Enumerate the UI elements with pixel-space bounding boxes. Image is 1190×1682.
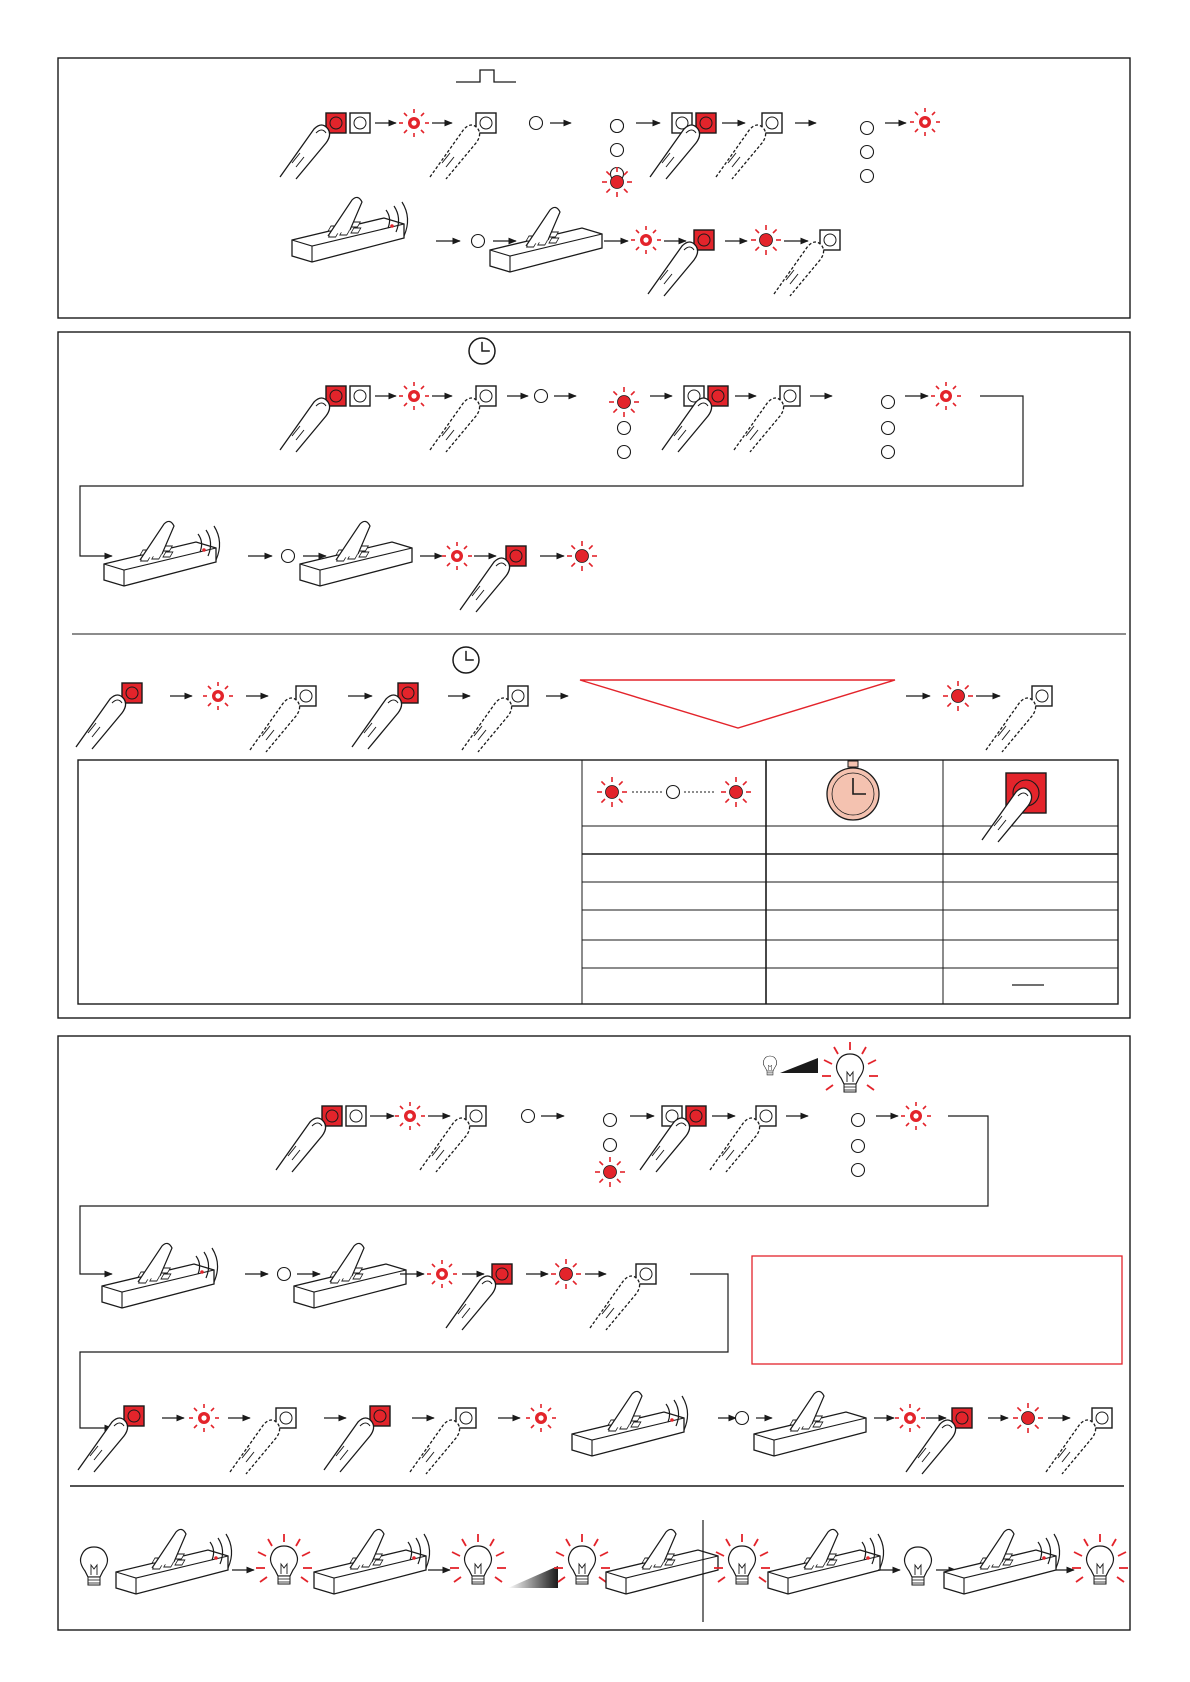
led-blinking-icon	[399, 109, 429, 137]
finger-press-icon	[276, 1118, 326, 1172]
finger-press-icon	[446, 1276, 496, 1330]
led-off-icon	[282, 550, 295, 563]
led-blinking-icon	[395, 1102, 425, 1130]
finger-press-icon	[78, 1418, 128, 1472]
ramp-icon	[780, 1058, 818, 1073]
led-off-icon	[278, 1268, 291, 1281]
led-blinking-icon	[526, 1404, 556, 1432]
led-off-icon	[604, 1114, 617, 1127]
remote-control-icon	[294, 1243, 406, 1308]
finger-release-icon	[1046, 1420, 1096, 1474]
stopwatch-crown	[848, 761, 858, 767]
led-off-icon	[472, 235, 485, 248]
led-lit-icon	[595, 1157, 625, 1187]
finger-release-icon	[734, 398, 784, 452]
led-lit-icon	[751, 225, 781, 255]
led-lit-icon	[609, 387, 639, 417]
finger-release-icon	[716, 125, 766, 179]
settings-table	[78, 760, 1118, 1004]
finger-release-icon	[250, 698, 300, 752]
finger-press-icon	[460, 558, 510, 612]
finger-release-icon	[986, 698, 1036, 752]
panel-top	[58, 58, 1130, 318]
finger-release-icon	[430, 125, 480, 179]
white-button-icon	[350, 113, 370, 133]
finger-press-icon	[324, 1418, 374, 1472]
bright-bulb-icon	[822, 1042, 878, 1092]
led-blinking-icon	[910, 108, 940, 136]
led-off-icon	[535, 390, 548, 403]
panel-bottom	[58, 1036, 1130, 1630]
led-lit-icon	[1013, 1403, 1043, 1433]
small-bulb-icon	[763, 1056, 777, 1075]
finger-press-icon	[76, 695, 126, 749]
panel-middle	[58, 332, 1130, 1018]
finger-release-icon	[462, 698, 512, 752]
led-off-icon	[861, 146, 874, 159]
remote-control-icon	[116, 1529, 232, 1594]
finger-release-icon	[410, 1420, 460, 1474]
led-off-icon	[604, 1139, 617, 1152]
remote-control-icon	[292, 197, 408, 262]
white-button-icon	[346, 1106, 366, 1126]
led-blinking-icon	[442, 542, 472, 570]
remote-control-icon	[754, 1391, 866, 1456]
panel-middle-frame	[58, 332, 1130, 1018]
red-note-box	[752, 1256, 1122, 1364]
led-lit-icon	[567, 541, 597, 571]
white-button-icon	[350, 386, 370, 406]
bulb-lit-icon	[1072, 1534, 1128, 1584]
clock-icon	[453, 647, 479, 673]
pulse-waveform-icon	[456, 70, 516, 82]
led-off-icon	[667, 786, 680, 799]
finger-release-icon	[774, 242, 824, 296]
finger-press-icon	[352, 695, 402, 749]
small-bulb-icon	[763, 1056, 777, 1075]
finger-press-icon	[280, 398, 330, 452]
led-blinking-icon	[901, 1102, 931, 1130]
led-blinking-icon	[931, 382, 961, 410]
led-off-icon	[736, 1412, 749, 1425]
led-off-icon	[852, 1164, 865, 1177]
led-off-icon	[530, 117, 543, 130]
bulb-off-icon	[81, 1547, 108, 1585]
red-funnel-shape	[580, 680, 895, 728]
remote-control-icon	[102, 1243, 218, 1308]
led-off-icon	[618, 422, 631, 435]
panel-top-frame	[58, 58, 1130, 318]
bulb-lit-icon	[256, 1534, 312, 1584]
finger-press-icon	[906, 1420, 956, 1474]
finger-release-icon	[230, 1420, 280, 1474]
remote-control-icon	[572, 1391, 688, 1456]
remote-control-icon	[606, 1529, 718, 1594]
finger-release-icon	[430, 398, 480, 452]
led-blinking-icon	[631, 226, 661, 254]
bulb-off-icon	[905, 1547, 932, 1585]
led-blinking-icon	[427, 1260, 457, 1288]
led-lit-icon	[551, 1259, 581, 1289]
led-off-icon	[852, 1114, 865, 1127]
led-blinking-icon	[203, 682, 233, 710]
remote-control-icon	[944, 1529, 1060, 1594]
dimming-ramp-icon	[508, 1566, 558, 1588]
led-lit-icon	[597, 777, 627, 807]
led-blinking-icon	[399, 382, 429, 410]
led-off-icon	[611, 120, 624, 133]
finger-release-icon	[420, 1118, 470, 1172]
led-off-icon	[882, 422, 895, 435]
led-blinking-icon	[189, 1404, 219, 1432]
bulb-lit-icon	[554, 1534, 610, 1584]
flow-connector	[80, 1116, 988, 1274]
clock-icon	[469, 338, 495, 364]
remote-control-icon	[314, 1529, 430, 1594]
led-off-icon	[611, 144, 624, 157]
led-off-icon	[882, 396, 895, 409]
led-lit-icon	[602, 167, 632, 197]
led-blinking-icon	[895, 1404, 925, 1432]
finger-release-icon	[710, 1118, 760, 1172]
remote-control-icon	[490, 207, 602, 272]
remote-control-icon	[104, 521, 220, 586]
led-off-icon	[852, 1140, 865, 1153]
led-lit-icon	[943, 681, 973, 711]
remote-control-icon	[300, 521, 412, 586]
led-off-icon	[618, 446, 631, 459]
led-off-icon	[522, 1110, 535, 1123]
finger-press-icon	[280, 125, 330, 179]
bulb-lit-icon	[714, 1534, 770, 1584]
bulb-lit-icon	[450, 1534, 506, 1584]
finger-release-icon	[590, 1276, 640, 1330]
led-off-icon	[882, 446, 895, 459]
led-lit-icon	[721, 777, 751, 807]
led-off-icon	[861, 122, 874, 135]
flow-connector	[80, 396, 1023, 556]
panel-bottom-frame	[58, 1036, 1130, 1630]
remote-control-icon	[768, 1529, 884, 1594]
led-off-icon	[861, 170, 874, 183]
